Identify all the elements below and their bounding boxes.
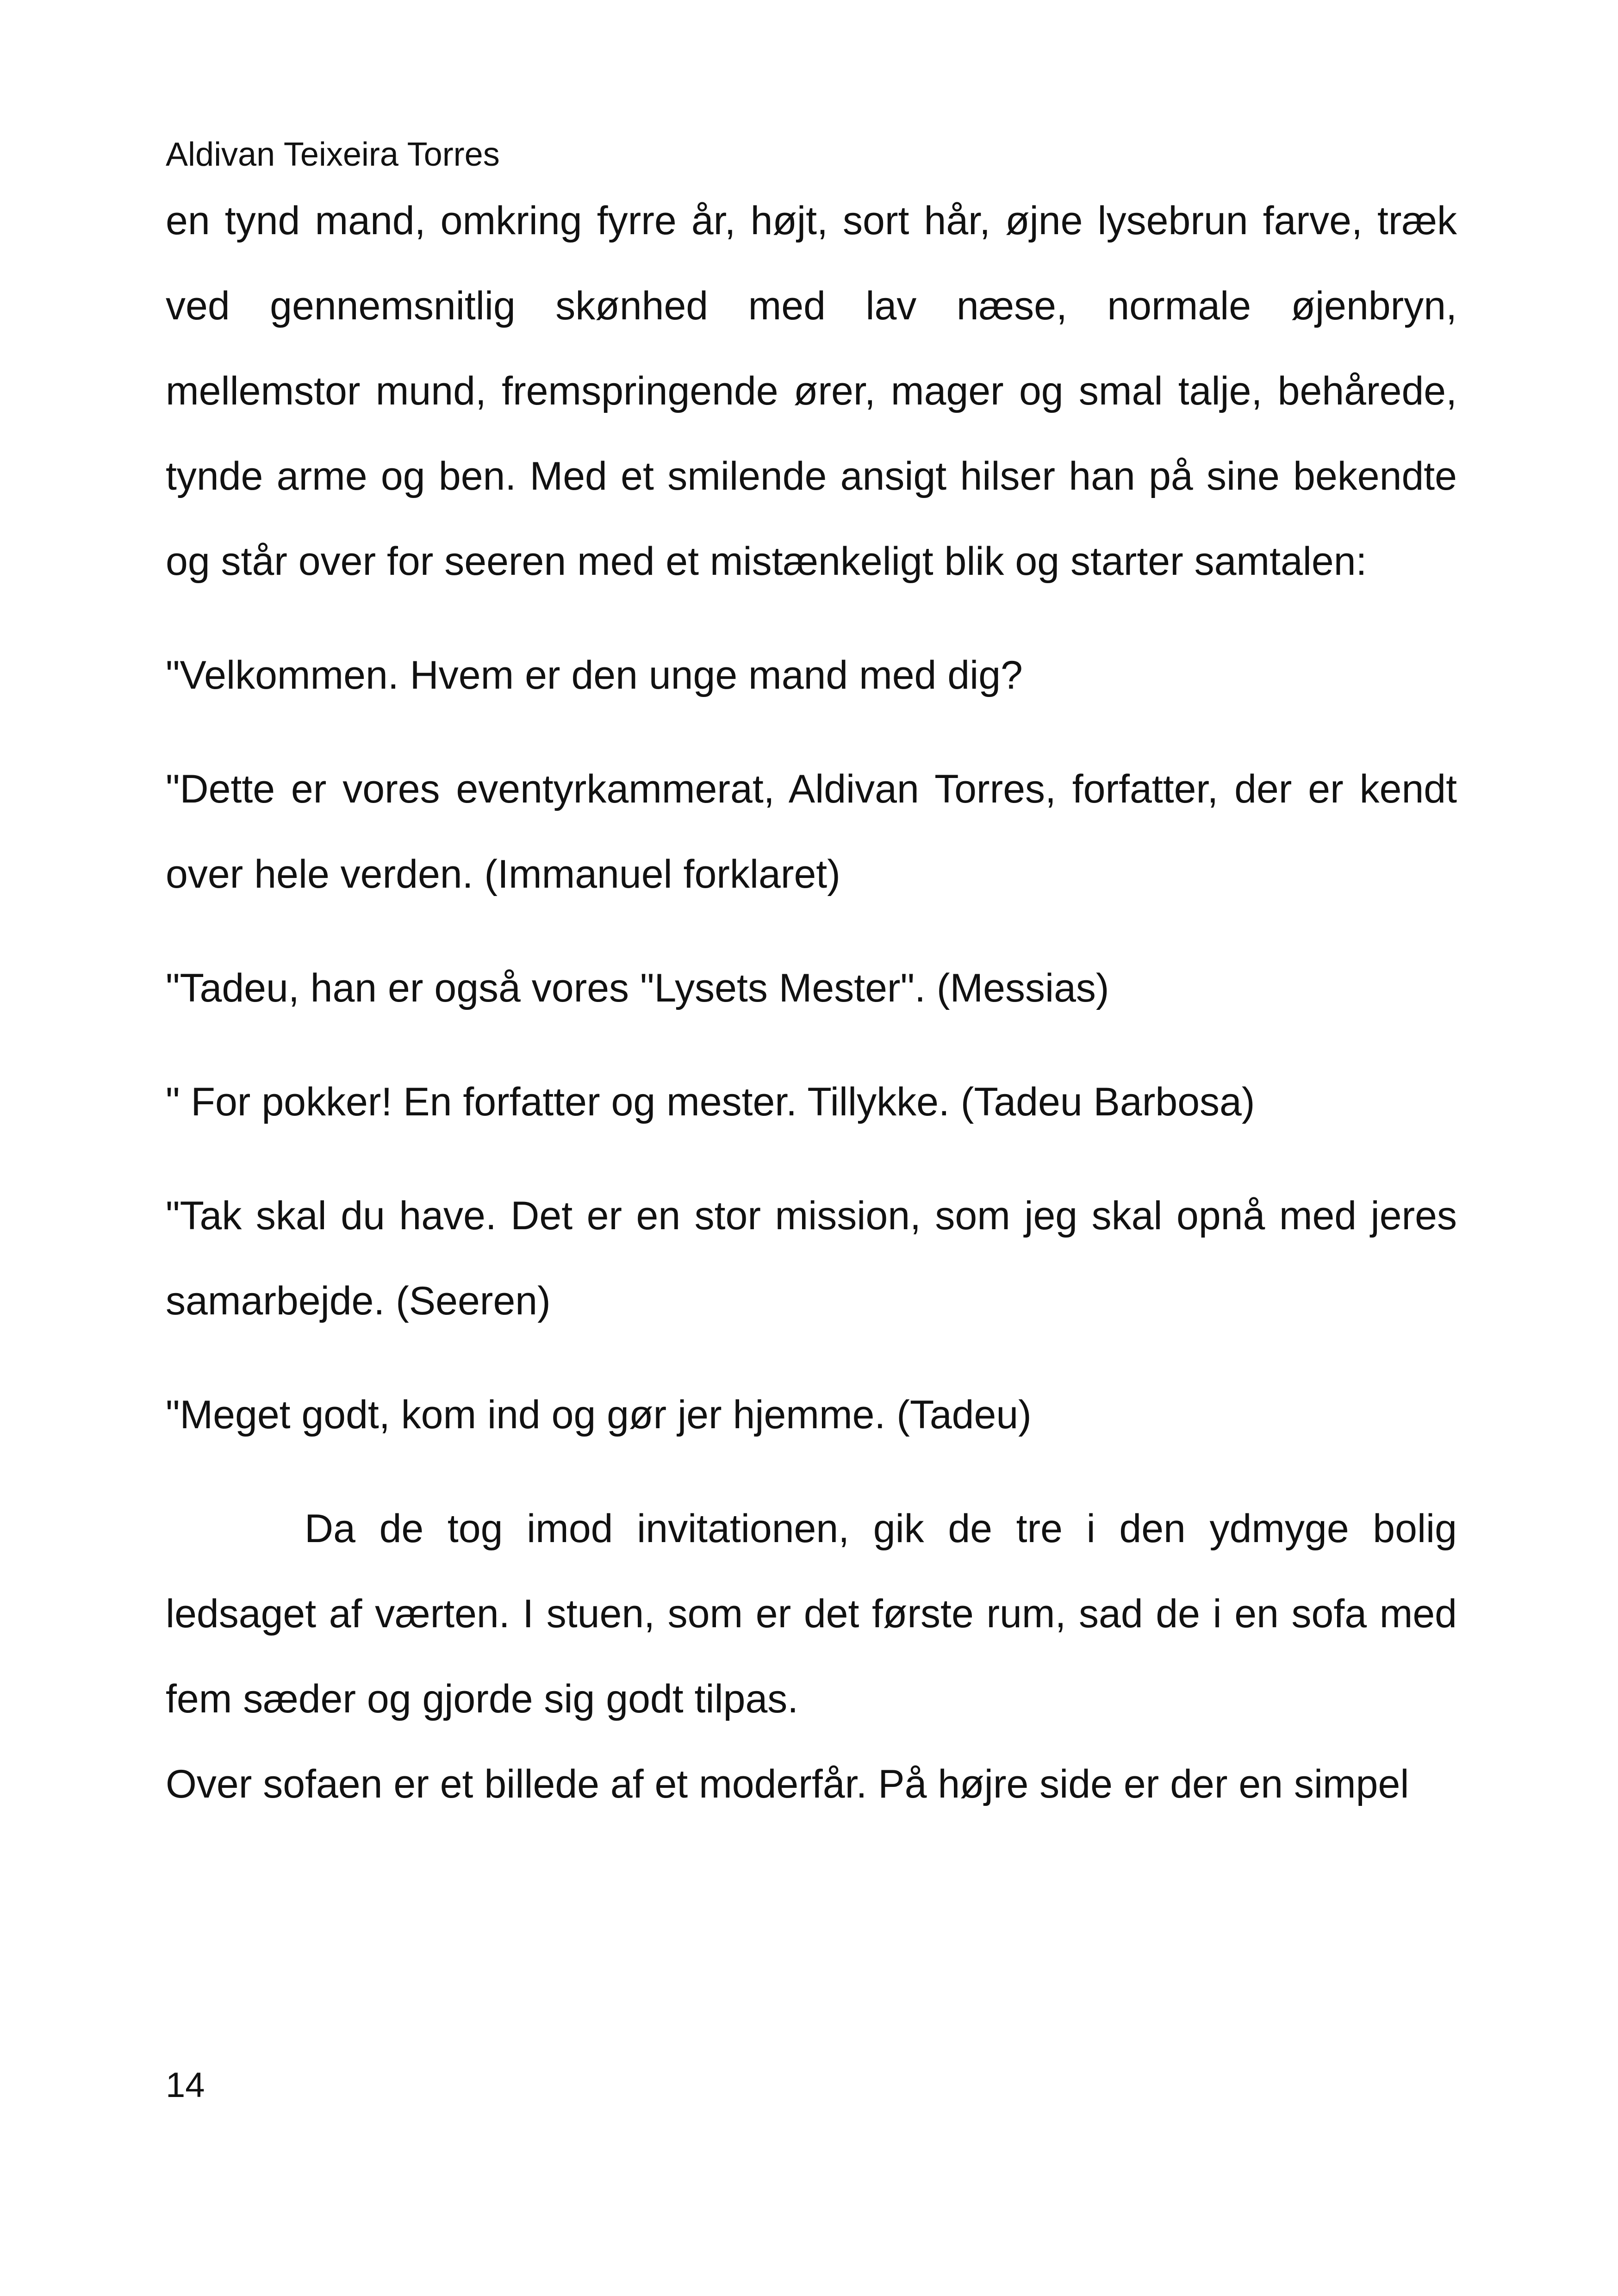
dialogue-line: "Tak skal du have. Det er en stor mission, som jeg skal opnå med jeres samarbejde. (Seeren)	[166, 1194, 1457, 1323]
paragraph-narration	[166, 1486, 1457, 1827]
dialogue-line: "Tadeu, han er også vores "Lysets Mester". (Messias)	[166, 966, 1109, 1010]
page-number: 14	[166, 2066, 205, 2105]
running-header-author: Aldivan Teixeira Torres	[166, 136, 500, 173]
dialogue-line: "Dette er vores eventyrkammerat, Aldivan Torres, forfatter, der er kendt over hele verden. (Immanuel forklaret)	[166, 767, 1457, 896]
paragraph-description: en tynd mand, omkring fyrre år, højt, sort hår, øjne lysebrun farve, træk ved gennemsnitlig skønhed med lav næse, normale øjenbryn, mellemstor mund, fremspringende ører, mager og smal talje, behårede, tynde arme og ben. Med et smilende ansigt hilser han på sine bekendte og står over for seeren med et mistænkeligt blik og starter samtalen:	[166, 199, 1457, 584]
body-text	[166, 178, 1457, 1827]
dialogue-line: "Meget godt, kom ind og gør jer hjemme. (Tadeu)	[166, 1393, 1032, 1437]
dialogue-line: "Velkommen. Hvem er den unge mand med dig?	[166, 653, 1023, 697]
dialogue-line: " For pokker! En forfatter og mester. Tillykke. (Tadeu Barbosa)	[166, 1080, 1255, 1124]
paragraph-narration-part-1: Da de tog imod invitationen, gik de tre i den ydmyge bolig ledsaget af værten. I stuen, som er det første rum, sad de i en sofa med fem sæder og gjorde sig godt tilpas.	[166, 1506, 1457, 1721]
paragraph-narration-part-2: Over sofaen er et billede af et moderfår. På højre side er der en simpel	[166, 1762, 1409, 1806]
